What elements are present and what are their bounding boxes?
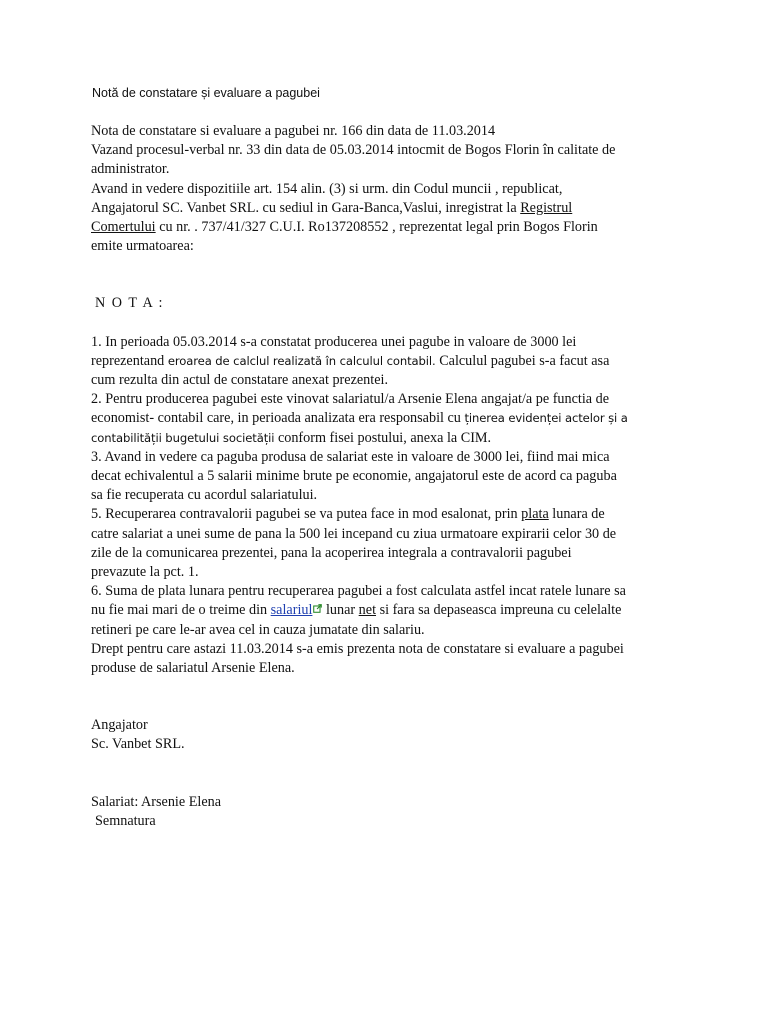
text-run: eroarea de calclul realizată în calculul contabil. — [167, 353, 436, 368]
point-line: 3. Avand in vedere ca paguba produsa de salariat este in valoare de 3000 lei, fiind mai mica — [91, 448, 610, 465]
text-run: conform fisei postului, anexa la CIM. — [274, 429, 492, 446]
nota-title: N O T A : — [95, 295, 164, 312]
employer-name: Sc. Vanbet SRL. — [91, 736, 185, 753]
text-run: Calculul pagubei s-a facut asa — [435, 352, 610, 369]
text-run: 5. Recuperarea contravalorii pagubei se va putea face in mod esalonat, prin — [91, 506, 522, 523]
net-link[interactable]: net — [358, 602, 377, 619]
text-run: lunar — [322, 602, 359, 619]
point-line: decat echivalentul a 5 salarii minime brute pe economie, angajatorul este de acord ca paguba — [91, 468, 617, 485]
text-run: cu nr. . 737/41/327 C.U.I. Ro137208552 , reprezentat legal prin Bogos Florin — [155, 219, 598, 236]
text-run: si fara sa depaseasca impreuna cu celelalte — [376, 602, 622, 619]
document-heading: Notă de constatare și evaluare a pagubei — [92, 86, 320, 100]
text-run: economist- contabil care, in perioada analizata era responsabil cu — [91, 410, 465, 427]
point-line — [91, 352, 706, 371]
text-run: nu fie mai mari de o treime din — [91, 602, 271, 619]
comertului-link[interactable]: Comertului — [91, 219, 156, 236]
text-run: ținerea evidenței actelor și a — [464, 411, 628, 426]
text-run: Angajatorul SC. Vanbet SRL. cu sediul in Gara-Banca,Vaslui, inregistrat la — [91, 199, 521, 216]
point-line: 6. Suma de plata lunara pentru recuperarea pagubei a fost calculata astfel incat ratele lunare sa — [91, 583, 626, 600]
point-line: zile de la comunicarea prezentei, pana la acoperirea integrala a contravalorii pagubei — [91, 544, 572, 561]
intro-line: emite urmatoarea: — [91, 238, 194, 255]
text-run: contabilității bugetului societății — [91, 430, 275, 445]
conclusion-line: produse de salariatul Arsenie Elena. — [91, 660, 295, 677]
document-body — [91, 122, 706, 831]
text-run: lunara de — [548, 506, 605, 523]
signature-label: Semnatura — [95, 812, 156, 829]
point-line: prevazute la pct. 1. — [91, 564, 199, 581]
intro-line: Avand in vedere dispozitiile art. 154 alin. (3) si urm. din Codul muncii , republicat, — [91, 180, 563, 197]
point-line: 1. In perioada 05.03.2014 s-a constatat producerea unei pagube in valoare de 3000 lei — [91, 333, 577, 350]
point-line — [91, 505, 706, 524]
intro-line: administrator. — [91, 161, 170, 178]
point-line — [91, 601, 706, 620]
point-line: sa fie recuperata cu acordul salariatului. — [91, 487, 318, 504]
intro-line: Vazand procesul-verbal nr. 33 din data de 05.03.2014 intocmit de Bogos Florin în calitate de — [91, 142, 616, 159]
point-line: retineri pe care le-ar avea cel in cauza jumatate din salariu. — [91, 621, 425, 638]
conclusion-line: Drept pentru care astazi 11.03.2014 s-a emis prezenta nota de constatare si evaluare a pagubei — [91, 640, 624, 657]
intro-line — [91, 218, 706, 237]
point-line: 2. Pentru producerea pagubei este vinovat salariatul/a Arsenie Elena angajat/a pe functia de — [91, 391, 610, 408]
text-run: reprezentand — [91, 352, 168, 369]
plata-link[interactable]: plata — [521, 506, 549, 523]
salariul-link[interactable]: salariul — [270, 602, 313, 619]
point-line — [91, 429, 706, 448]
registrul-link[interactable]: Registrul — [520, 199, 573, 216]
point-line: cum rezulta din actul de constatare anexat prezentei. — [91, 372, 388, 389]
point-line: catre salariat a unei sume de pana la 500 lei incepand cu ziua urmatoare expirarii celor 30 de — [91, 525, 617, 542]
intro-line — [91, 199, 706, 218]
employee-name: Salariat: Arsenie Elena — [91, 793, 222, 810]
employer-label: Angajator — [91, 717, 148, 734]
intro-line: Nota de constatare si evaluare a pagubei nr. 166 din data de 11.03.2014 — [91, 123, 496, 139]
point-line — [91, 409, 706, 428]
